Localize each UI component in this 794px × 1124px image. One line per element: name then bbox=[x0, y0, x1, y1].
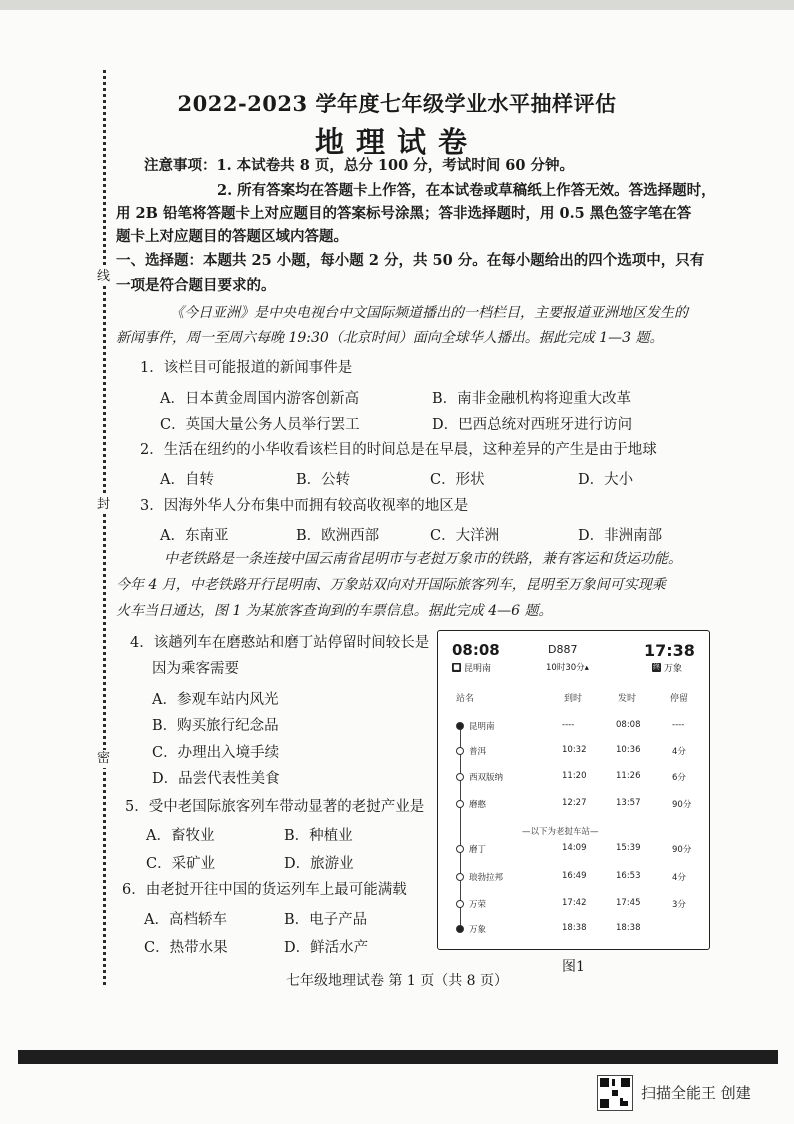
route-stop-dot bbox=[456, 722, 464, 730]
seal-mark-mi: 密 bbox=[97, 751, 111, 766]
ticket-header-depart: 发时 bbox=[618, 694, 637, 704]
ticket-header-stay: 停留 bbox=[670, 694, 689, 704]
ticket-cell-depart: 10:36 bbox=[616, 745, 641, 755]
q1-option-a: A．日本黄金周国内游客创新高 bbox=[160, 391, 359, 407]
q6-option-a: A．高档轿车 bbox=[144, 912, 227, 928]
train-ticket-figure bbox=[437, 630, 710, 950]
ticket-depart-station-name: 昆明南 bbox=[464, 664, 492, 674]
ticket-depart-time: 08:08 bbox=[452, 641, 500, 659]
section-heading-line-1: 一、选择题：本题共 25 小题，每小题 2 分，共 50 分。在每小题给出的四个选项中，只有 bbox=[116, 252, 705, 269]
section-heading-line-2: 一项是符合题目要求的。 bbox=[116, 277, 276, 294]
ticket-depart-station bbox=[452, 661, 491, 674]
route-stop-dot bbox=[456, 900, 464, 908]
q2-option-d: D．大小 bbox=[578, 472, 634, 488]
figure-caption: 图1 bbox=[562, 959, 585, 975]
ticket-cell-arrive: 10:32 bbox=[562, 745, 587, 755]
q2-option-b: B．公转 bbox=[296, 472, 351, 488]
ticket-arrive-station-name: 万象 bbox=[664, 664, 683, 674]
ticket-cell-stay: 4分 bbox=[672, 747, 686, 757]
station-badge-icon: ■ bbox=[453, 663, 460, 671]
route-stop-dot bbox=[456, 845, 464, 853]
question-2-stem: 2．生活在纽约的小华收看该栏目的时间总是在早晨，这种差异的产生是由于地球 bbox=[140, 442, 657, 458]
passage-2-line-3: 火车当日通达，图 1 为某旅客查询到的车票信息。据此完成 4—6 题。 bbox=[116, 603, 553, 619]
notice-line-2: 2. 所有答案均在答题卡上作答，在本试卷或草稿纸上作答无效。答选择题时， bbox=[217, 182, 716, 199]
ticket-cell-depart: 18:38 bbox=[616, 923, 641, 933]
q3-option-c: C．大洋洲 bbox=[430, 528, 500, 544]
q2-option-a: A．自转 bbox=[160, 472, 214, 488]
ticket-cell-depart: 17:45 bbox=[616, 898, 641, 908]
q3-option-d: D．非洲南部 bbox=[578, 528, 663, 544]
exam-title: 2022-2023 学年度七年级学业水平抽样评估 bbox=[177, 91, 617, 116]
route-stop-dot bbox=[456, 773, 464, 781]
ticket-cell-arrive: 11:20 bbox=[562, 771, 587, 781]
ticket-cell-stay: 90分 bbox=[672, 800, 692, 810]
q3-option-a: A．东南亚 bbox=[160, 528, 229, 544]
ticket-cell-station: 磨丁 bbox=[469, 845, 487, 855]
route-stop-dot bbox=[456, 800, 464, 808]
ticket-cell-stay: 90分 bbox=[672, 845, 692, 855]
q6-option-d: D．鲜活水产 bbox=[284, 940, 369, 956]
ticket-cell-station: 西双版纳 bbox=[469, 773, 504, 783]
ticket-cell-arrive: 16:49 bbox=[562, 871, 587, 881]
ticket-cell-stay: 4分 bbox=[672, 873, 686, 883]
ticket-cell-depart: 16:53 bbox=[616, 871, 641, 881]
ticket-cell-depart: 13:57 bbox=[616, 798, 641, 808]
ticket-cell-stay: 6分 bbox=[672, 773, 686, 783]
ticket-cell-station: 磨憨 bbox=[469, 800, 487, 810]
page-footer: 七年级地理试卷 第 1 页（共 8 页） bbox=[285, 973, 509, 989]
ticket-cell-arrive: 18:38 bbox=[562, 923, 587, 933]
scan-top-edge bbox=[0, 0, 794, 10]
notice-line-3: 用 2B 铅笔将答题卡上对应题目的答案标号涂黑；答非选择题时，用 0.5 黑色签字笔在答 bbox=[116, 205, 692, 222]
route-stop-dot bbox=[456, 873, 464, 881]
q4-option-d: D．品尝代表性美食 bbox=[152, 771, 280, 787]
ticket-cell-station: 琅勃拉邦 bbox=[469, 873, 504, 883]
passage-2-line-2: 今年 4 月，中老铁路开行昆明南、万象站双向对开国际旅客列车，昆明至万象间可实现乘 bbox=[116, 577, 666, 593]
passage-1-line-2: 新闻事件，周一至周六每晚 19:30（北京时间）面向全球华人播出。据此完成 1—3 题。 bbox=[116, 330, 664, 346]
q3-option-b: B．欧洲西部 bbox=[296, 528, 380, 544]
q6-option-b: B．电子产品 bbox=[284, 912, 368, 928]
route-line bbox=[460, 726, 461, 929]
ticket-cell-arrive: 17:42 bbox=[562, 898, 587, 908]
q5-option-c: C．采矿业 bbox=[146, 856, 216, 872]
q5-option-b: B．种植业 bbox=[284, 828, 353, 844]
ticket-laos-divider: —以下为老挝车站— bbox=[522, 827, 599, 837]
q2-option-c: C．形状 bbox=[430, 472, 485, 488]
route-stop-dot bbox=[456, 925, 464, 933]
q1-option-d: D．巴西总统对西班牙进行访问 bbox=[432, 417, 633, 433]
q1-option-c: C．英国大量公务人员举行罢工 bbox=[160, 417, 360, 433]
ticket-cell-station: 万象 bbox=[469, 925, 487, 935]
question-6-stem: 6．由老挝开往中国的货运列车上最可能满载 bbox=[122, 882, 407, 898]
station-badge-icon: 终 bbox=[653, 663, 660, 671]
question-4-stem-cont: 因为乘客需要 bbox=[152, 661, 239, 677]
ticket-cell-stay: ---- bbox=[672, 720, 685, 730]
ticket-cell-stay: 3分 bbox=[672, 900, 686, 910]
seal-mark-xian: 线 bbox=[97, 269, 111, 284]
q1-option-b: B．南非金融机构将迎重大改革 bbox=[432, 391, 632, 407]
ticket-cell-arrive: 12:27 bbox=[562, 798, 587, 808]
q4-option-a: A．参观车站内风光 bbox=[152, 692, 279, 708]
ticket-cell-station: 昆明南 bbox=[469, 722, 495, 732]
question-1-stem: 1．该栏目可能报道的新闻事件是 bbox=[140, 360, 353, 376]
question-4-stem: 4．该趟列车在磨憨站和磨丁站停留时间较长是 bbox=[130, 635, 430, 651]
seal-dotted-line bbox=[103, 70, 106, 985]
ticket-arrive-station bbox=[652, 661, 682, 674]
notice-line-1: 注意事项：1. 本试卷共 8 页，总分 100 分，考试时间 60 分钟。 bbox=[144, 157, 575, 174]
passage-1-line-1: 《今日亚洲》是中央电视台中文国际频道播出的一档栏目，主要报道亚洲地区发生的 bbox=[170, 305, 688, 321]
q6-option-c: C．热带水果 bbox=[144, 940, 228, 956]
question-3-stem: 3．因海外华人分布集中而拥有较高收视率的地区是 bbox=[140, 498, 469, 514]
ticket-cell-arrive: 14:09 bbox=[562, 843, 587, 853]
scan-bottom-edge bbox=[18, 1050, 778, 1064]
ticket-cell-station: 万荣 bbox=[469, 900, 487, 910]
ticket-header-station: 站名 bbox=[456, 694, 475, 704]
ticket-duration: 10时30分▴ bbox=[546, 663, 589, 673]
q5-option-a: A．畜牧业 bbox=[146, 828, 215, 844]
ticket-cell-station: 普洱 bbox=[469, 747, 487, 757]
ticket-cell-arrive: ---- bbox=[562, 720, 575, 730]
ticket-cell-depart: 08:08 bbox=[616, 720, 641, 730]
passage-2-line-1: 中老铁路是一条连接中国云南省昆明市与老挝万象市的铁路，兼有客运和货运功能。 bbox=[164, 551, 682, 567]
q4-option-b: B．购买旅行纪念品 bbox=[152, 718, 279, 734]
notice-line-4: 题卡上对应题目的答题区域内答题。 bbox=[116, 228, 348, 245]
q4-option-c: C．办理出入境手续 bbox=[152, 745, 280, 761]
q5-option-d: D．旅游业 bbox=[284, 856, 354, 872]
exam-subject: 地理试卷 bbox=[314, 125, 479, 159]
ticket-cell-depart: 15:39 bbox=[616, 843, 641, 853]
ticket-arrive-time: 17:38 bbox=[644, 641, 695, 660]
ticket-cell-depart: 11:26 bbox=[616, 771, 641, 781]
route-stop-dot bbox=[456, 747, 464, 755]
ticket-header-arrive: 到时 bbox=[564, 694, 583, 704]
qr-code-icon bbox=[597, 1075, 633, 1111]
ticket-train-number: D887 bbox=[548, 643, 578, 656]
scanner-brand-text: 扫描全能王 创建 bbox=[641, 1084, 751, 1102]
question-5-stem: 5．受中老国际旅客列车带动显著的老挝产业是 bbox=[125, 799, 425, 815]
seal-mark-feng: 封 bbox=[97, 497, 111, 512]
